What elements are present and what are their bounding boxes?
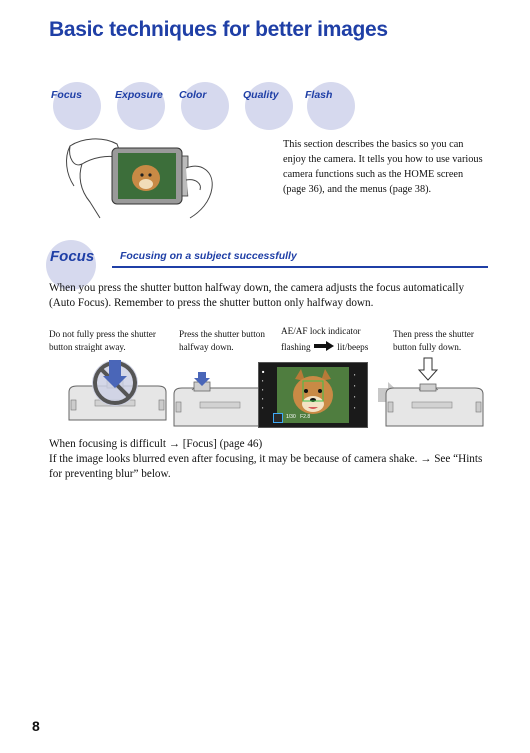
iso-icon: ▪ [262,405,264,410]
metering-icon: ▪ [354,372,356,377]
step3-flashing: flashing [281,341,311,352]
section-body: When you press the shutter button halfway down, the camera adjusts the focus automatically (Auto Focus). Remember to press the shutter button only halfway down. [49,282,465,309]
timer-icon: ▪ [262,396,264,401]
tab-exposure[interactable]: Exposure [115,89,163,101]
step2-caption: Press the shutter button halfway down. [179,329,265,352]
tab-focus[interactable]: Focus [51,89,82,101]
section-rule [112,266,488,268]
sharpness-icon: ▪ [354,405,356,410]
lcd-screen [258,362,368,428]
lcd-right-icons [354,369,364,413]
section-subheading: Focusing on a subject successfully [120,250,297,262]
mode-icon: ■ [262,369,265,374]
step1-illustration [65,356,170,426]
size-icon: ▪ [262,378,264,383]
section-heading: Focus [50,248,95,265]
aperture-readout: F2.8 [300,414,311,420]
ae-af-lock-indicator [273,413,283,423]
lcd-readout [286,414,310,420]
shutter-readout: 1/30 [286,414,296,420]
step3-lit: lit/beeps [337,341,369,352]
step1-caption: Do not fully press the shutter button straight away. [49,329,156,352]
page-number: 8 [32,718,40,734]
tab-quality[interactable]: Quality [243,89,279,101]
page-title: Basic techniques for better images [49,18,388,41]
tab-color[interactable]: Color [179,89,207,101]
tab-flash[interactable]: Flash [305,89,333,101]
intro-paragraph: This section describes the basics so you can enjoy the camera. It tells you how to use various camera functions such as the HOME screen (page 36), and the menus (page 38). [283,139,483,195]
step3-line1: AE/AF lock indicator [281,326,361,336]
step3-caption [281,325,391,354]
step4-illustration [382,356,487,432]
step4-caption: Then press the shutter button fully down. [393,329,474,352]
hands-camera-illustration [62,128,222,220]
note-blur: If the image looks blurred even after focusing, it may be because of camera shake. → See “Hints for preventing blur” below. [49,453,483,480]
notes [49,437,489,482]
lcd-left-icons [262,367,274,412]
focus-icon: ▪ [354,394,356,399]
arrow-right-icon [313,341,335,355]
flash-icon: ▪ [262,387,264,392]
note-focus-difficult: When focusing is difficult → [Focus] (page 46) [49,438,263,450]
wb-icon: ▪ [354,383,356,388]
step3-line2 [281,341,391,355]
